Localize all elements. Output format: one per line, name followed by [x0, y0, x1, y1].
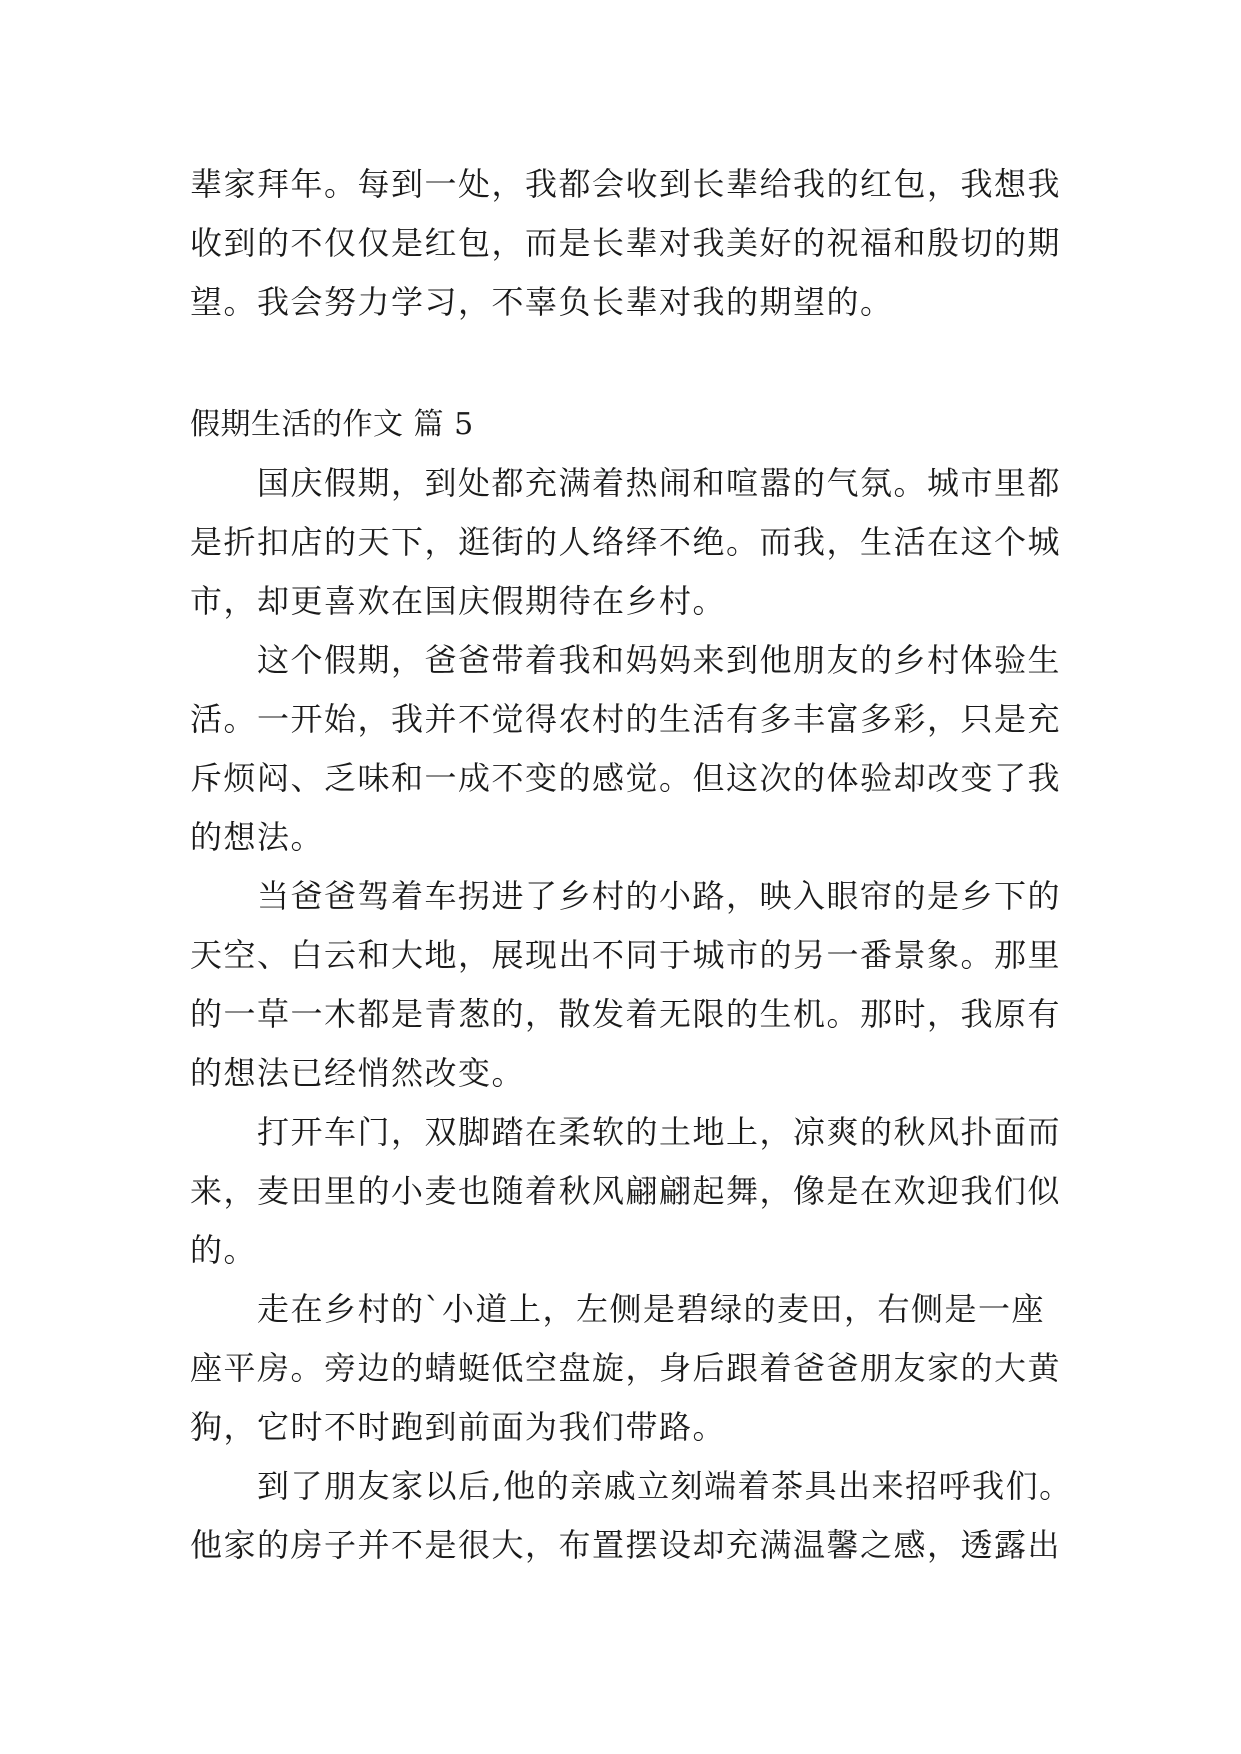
text-line: 打开车门，双脚踏在柔软的土地上，凉爽的秋风扑面而 — [190, 1113, 1062, 1151]
text-line: 辈家拜年。每到一处，我都会收到长辈给我的红包，我想我 — [190, 165, 1062, 203]
section-heading: 假期生活的作文 篇 5 — [190, 407, 474, 442]
section-body — [190, 454, 1073, 1575]
text-line: 走在乡村的`小道上，左侧是碧绿的麦田，右侧是一座 — [190, 1290, 1046, 1328]
text-line: 望。我会努力学习，不辜负长辈对我的期望的。 — [190, 283, 894, 321]
text-line: 国庆假期，到处都充满着热闹和喧嚣的气氛。城市里都 — [190, 464, 1062, 502]
text-line: 活。一开始，我并不觉得农村的生活有多丰富多彩，只是充 — [190, 700, 1062, 738]
text-line: 狗，它时不时跑到前面为我们带路。 — [190, 1408, 727, 1446]
text-line: 到了朋友家以后,他的亲戚立刻端着茶具出来招呼我们。 — [190, 1467, 1073, 1505]
text-line: 的。 — [190, 1231, 258, 1269]
text-line: 的一草一木都是青葱的，散发着无限的生机。那时，我原有 — [190, 995, 1062, 1033]
text-line: 斥烦闷、乏味和一成不变的感觉。但这次的体验却改变了我 — [190, 759, 1062, 797]
text-line: 市，却更喜欢在国庆假期待在乡村。 — [190, 582, 727, 620]
document-page — [190, 155, 1073, 1575]
top-paragraph — [190, 155, 1062, 332]
text-line: 当爸爸驾着车拐进了乡村的小路，映入眼帘的是乡下的 — [190, 877, 1062, 915]
text-line: 收到的不仅仅是红包，而是长辈对我美好的祝福和殷切的期 — [190, 224, 1062, 262]
text-line: 的想法已经悄然改变。 — [190, 1054, 526, 1092]
text-line: 是折扣店的天下，逛街的人络绎不绝。而我，生活在这个城 — [190, 523, 1062, 561]
text-line: 这个假期，爸爸带着我和妈妈来到他朋友的乡村体验生 — [190, 641, 1062, 679]
text-line: 他家的房子并不是很大，布置摆设却充满温馨之感，透露出 — [190, 1526, 1062, 1564]
section-spacer — [190, 332, 1052, 395]
text-line: 座平房。旁边的蜻蜓低空盘旋，身后跟着爸爸朋友家的大黄 — [190, 1349, 1062, 1387]
text-line: 天空、白云和大地，展现出不同于城市的另一番景象。那里 — [190, 936, 1062, 974]
text-line: 来，麦田里的小麦也随着秋风翩翩起舞，像是在欢迎我们似 — [190, 1172, 1062, 1210]
text-line: 的想法。 — [190, 818, 325, 856]
